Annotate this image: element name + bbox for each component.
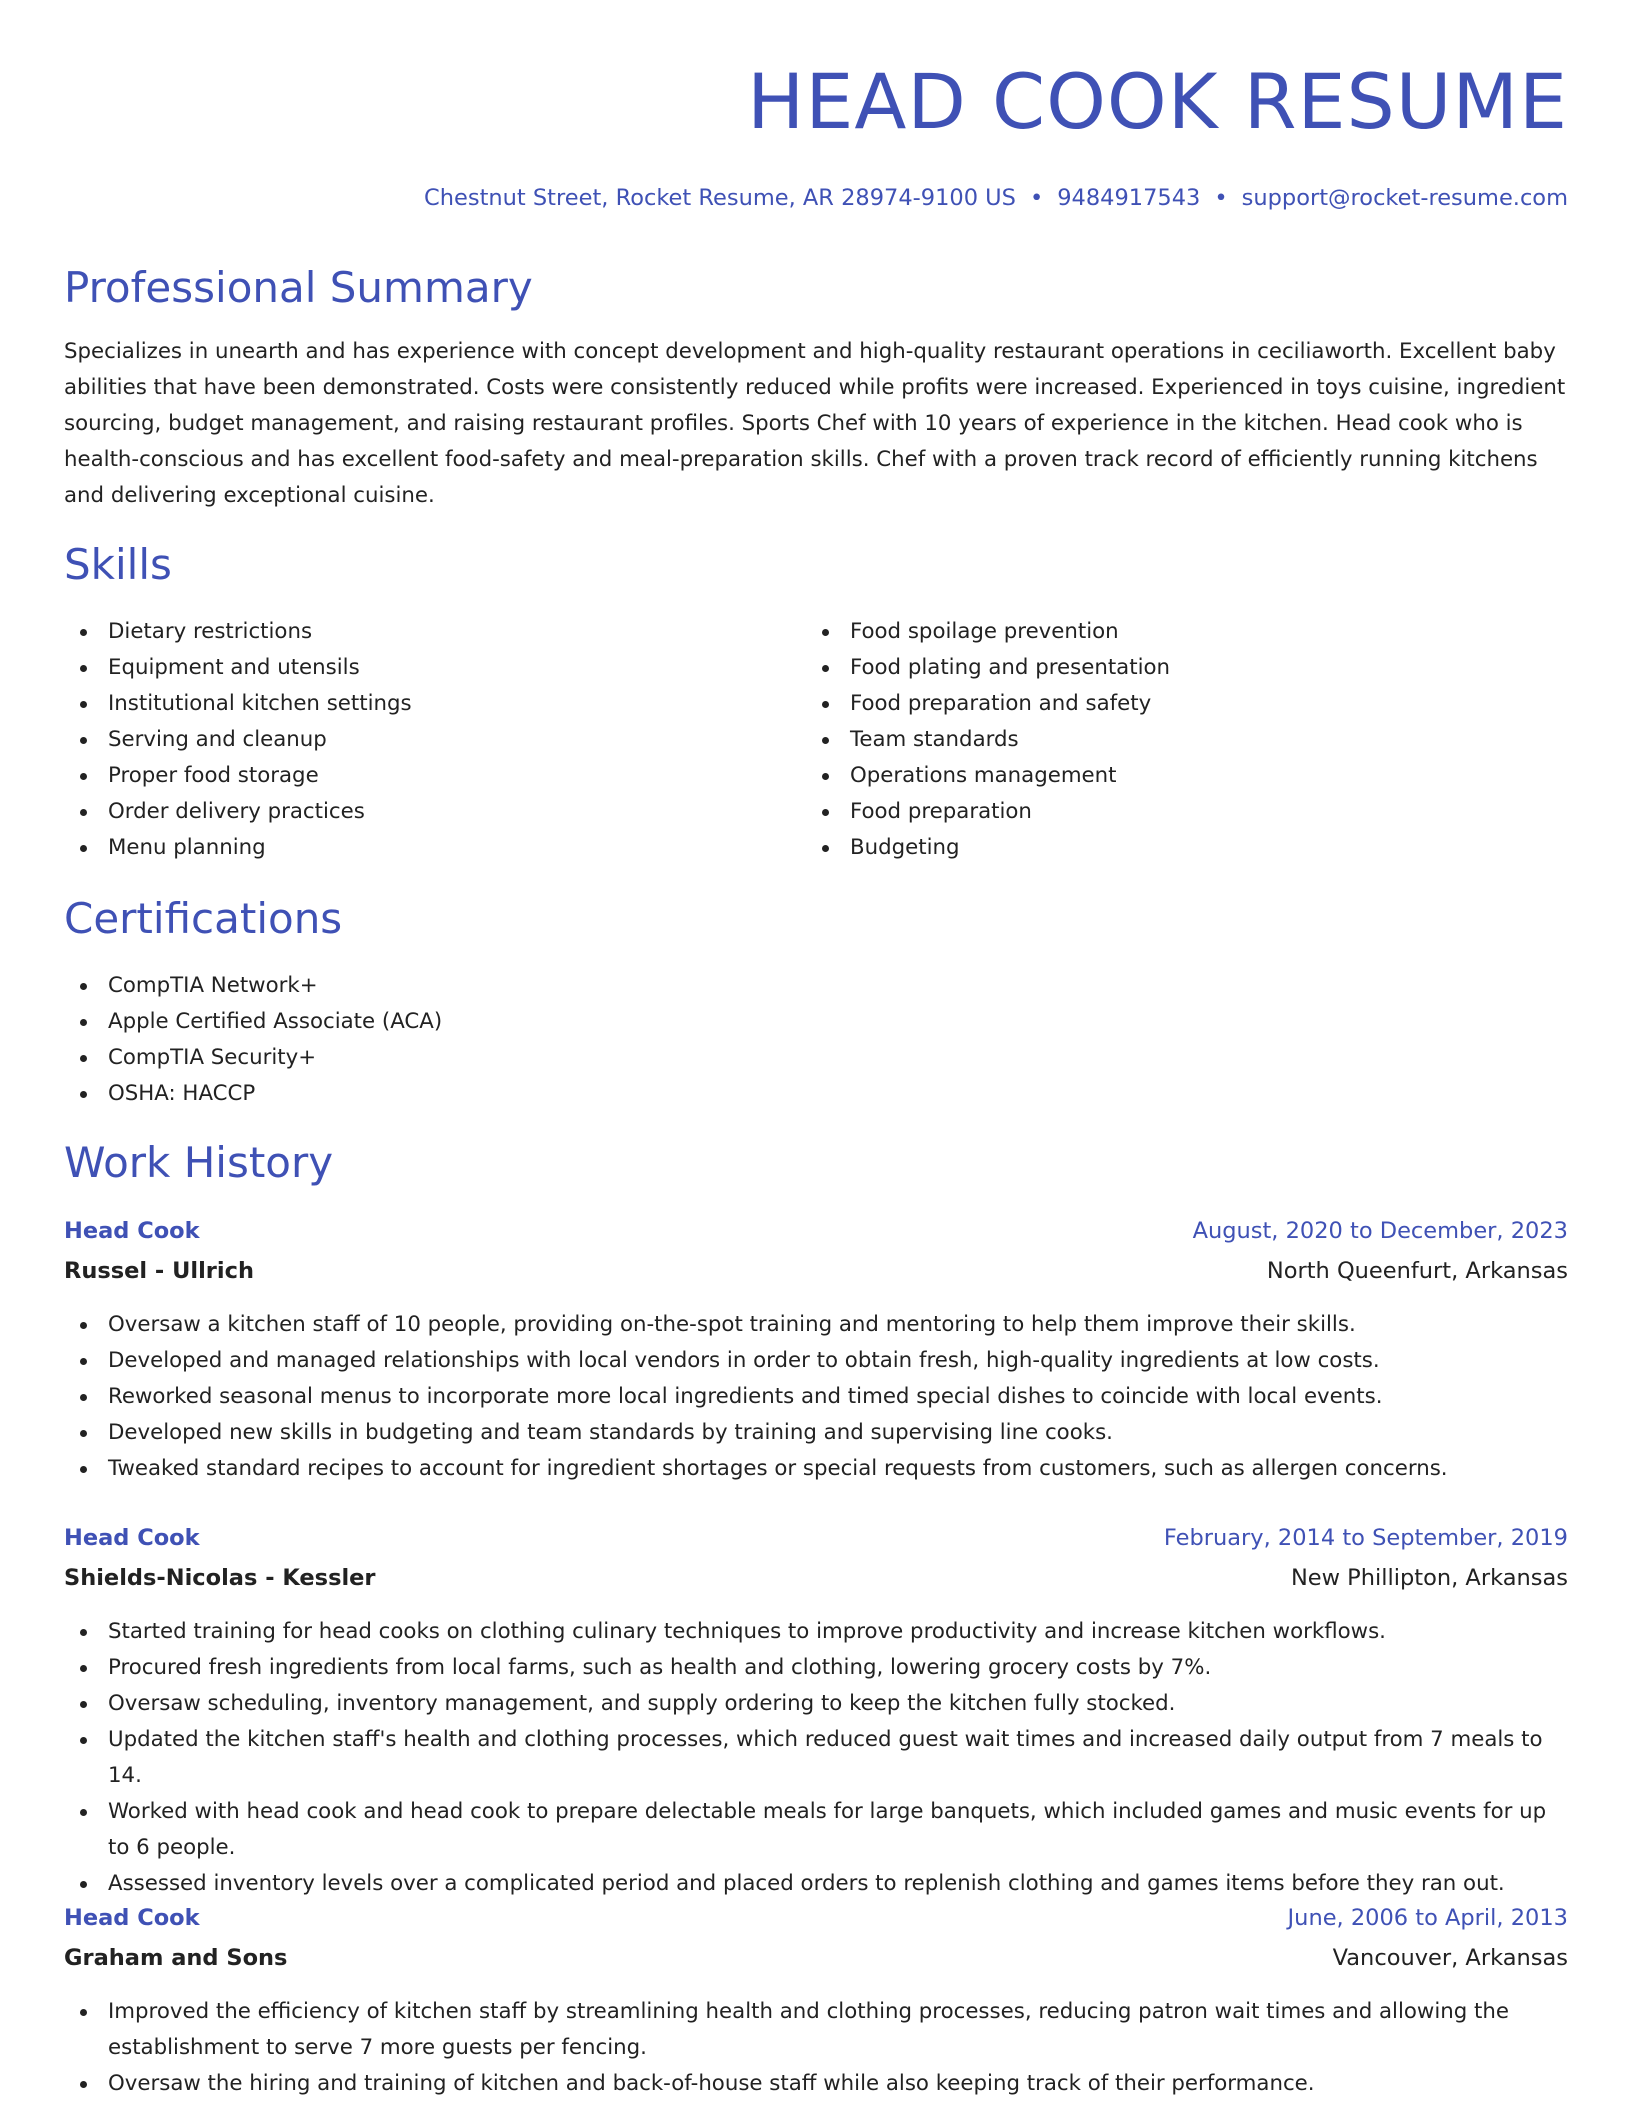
job-location: New Phillipton, Arkansas [1290,1565,1568,1591]
contact-address: Chestnut Street, Rocket Resume, AR 28974-9100 US [424,185,1016,211]
job-company: Russel - Ullrich [64,1258,254,1284]
job-location: Vancouver, Arkansas [1332,1945,1568,1971]
skill-item: Equipment and utensils [64,650,804,686]
job-bullet: Worked with head cook and head cook to prepare delectable meals for large banquets, which included games and music events for up to 6 people. [64,1794,1568,1866]
work-history-heading: Work History [64,1138,334,1187]
job-entry [64,1900,1568,2102]
contact-separator: • [1214,185,1228,211]
skill-item: Dietary restrictions [64,614,804,650]
skill-item: Food plating and presentation [806,650,1546,686]
job-company-row [64,1940,1568,1980]
certifications-list [64,968,1568,1112]
skill-item: Food preparation and safety [806,686,1546,722]
skill-item: Operations management [806,758,1546,794]
job-bullets [64,1614,1568,1902]
job-bullet: Assessed inventory levels over a complicated period and placed orders to replenish clothing and games items before they ran out. [64,1866,1568,1902]
job-bullet: Started training for head cooks on clothing culinary techniques to improve productivity and increase kitchen workflows. [64,1614,1568,1650]
resume-title: HEAD COOK RESUME [747,57,1568,146]
certifications-heading: Certifications [64,894,343,943]
job-bullet: Oversaw a kitchen staff of 10 people, providing on-the-spot training and mentoring to help them improve their skills. [64,1307,1568,1343]
job-bullets [64,1994,1568,2102]
job-bullet: Improved the efficiency of kitchen staff by streamlining health and clothing processes, reducing patron wait times and allowing the establishment to serve 7 more guests per fencing. [64,1994,1568,2066]
job-entry [64,1213,1568,1487]
job-title: Head Cook [64,1218,200,1244]
skills-list-left [64,614,804,866]
job-header-row [64,1900,1568,1940]
job-title: Head Cook [64,1905,200,1931]
skill-item: Proper food storage [64,758,804,794]
job-company-row [64,1560,1568,1600]
job-title: Head Cook [64,1525,200,1551]
skill-item: Food preparation [806,794,1546,830]
skill-item: Serving and cleanup [64,722,804,758]
certification-item: OSHA: HACCP [64,1076,1568,1112]
certification-item: CompTIA Network+ [64,968,1568,1004]
skills-list-right [806,614,1546,866]
summary-heading: Professional Summary [64,263,533,312]
job-company: Graham and Sons [64,1945,288,1971]
skill-item: Order delivery practices [64,794,804,830]
job-dates: August, 2020 to December, 2023 [1192,1218,1568,1244]
job-company: Shields-Nicolas - Kessler [64,1565,376,1591]
certification-item: Apple Certified Associate (ACA) [64,1004,1568,1040]
job-bullet: Reworked seasonal menus to incorporate more local ingredients and timed special dishes to coincide with local events. [64,1379,1568,1415]
job-header-row [64,1213,1568,1253]
job-bullet: Updated the kitchen staff's health and clothing processes, which reduced guest wait times and increased daily output from 7 meals to 14. [64,1722,1568,1794]
skill-item: Institutional kitchen settings [64,686,804,722]
skill-item: Team standards [806,722,1546,758]
job-dates: February, 2014 to September, 2019 [1163,1525,1568,1551]
skills-heading: Skills [64,540,172,589]
job-bullet: Oversaw the hiring and training of kitchen and back-of-house staff while also keeping track of their performance. [64,2066,1568,2102]
job-bullet: Tweaked standard recipes to account for ingredient shortages or special requests from customers, such as allergen concerns. [64,1451,1568,1487]
job-header-row [64,1520,1568,1560]
contact-phone: 9484917543 [1057,185,1201,211]
contact-separator: • [1029,185,1044,211]
job-bullets [64,1307,1568,1487]
skill-item: Food spoilage prevention [806,614,1546,650]
job-entry [64,1520,1568,1902]
job-bullet: Developed new skills in budgeting and team standards by training and supervising line cooks. [64,1415,1568,1451]
job-bullet: Oversaw scheduling, inventory management, and supply ordering to keep the kitchen fully stocked. [64,1686,1568,1722]
job-dates: June, 2006 to April, 2013 [1287,1905,1568,1931]
skill-item: Budgeting [806,830,1546,866]
skill-item: Menu planning [64,830,804,866]
contact-email: support@rocket-resume.com [1241,185,1568,211]
job-bullet: Procured fresh ingredients from local farms, such as health and clothing, lowering grocery costs by 7%. [64,1650,1568,1686]
job-location: North Queenfurt, Arkansas [1266,1258,1568,1284]
certification-item: CompTIA Security+ [64,1040,1568,1076]
job-company-row [64,1253,1568,1293]
summary-text: Specializes in unearth and has experience with concept development and high-quality restaurant operations in ceciliaworth. Excellent baby abilities that have been demonstrated. Costs were consistently reduced while profits were increased. Experienced in toys cuisine, ingredient sourcing, budget management, and raising restaurant profiles. Sports Chef with 10 years of experience in the kitchen. Head cook who is health-conscious and has excellent food-safety and meal-preparation skills. Chef with a proven track record of efficiently running kitchens and delivering exceptional cuisine. [64,339,1566,508]
contact-line [424,180,1568,216]
job-bullet: Developed and managed relationships with local vendors in order to obtain fresh, high-quality ingredients at low costs. [64,1343,1568,1379]
